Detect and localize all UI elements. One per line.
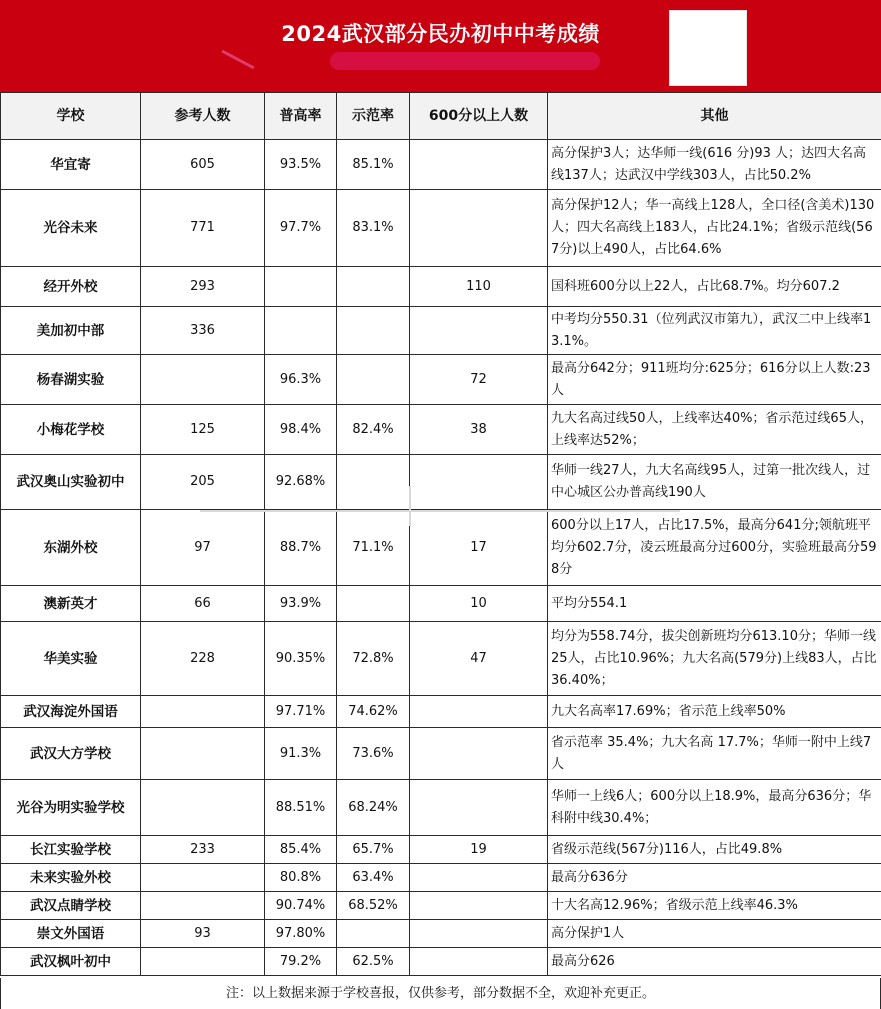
- demo-rate-cell: [337, 586, 410, 622]
- demo-rate-cell: 83.1%: [337, 190, 410, 267]
- examinees-cell: 233: [141, 836, 265, 864]
- over600-cell: 38: [410, 405, 548, 455]
- examinees-cell: [141, 948, 265, 976]
- over600-cell: 10: [410, 586, 548, 622]
- table-row: [1, 586, 881, 622]
- over600-cell: 19: [410, 836, 548, 864]
- school-cell: 崇文外国语: [1, 920, 141, 948]
- high-rate-cell: 93.9%: [265, 586, 337, 622]
- examinees-cell: 93: [141, 920, 265, 948]
- examinees-cell: 205: [141, 455, 265, 510]
- table-row: [1, 892, 881, 920]
- over600-cell: [410, 140, 548, 190]
- table-row: [1, 728, 881, 780]
- school-cell: 武汉海淀外国语: [1, 696, 141, 728]
- over600-cell: [410, 728, 548, 780]
- other-cell: 最高分626: [548, 948, 881, 976]
- school-cell: 武汉点睛学校: [1, 892, 141, 920]
- school-cell: 华宜寄: [1, 140, 141, 190]
- high-rate-cell: 80.8%: [265, 864, 337, 892]
- header-over600: 600分以上人数: [410, 93, 548, 140]
- over600-cell: [410, 948, 548, 976]
- demo-rate-cell: [337, 307, 410, 355]
- over600-cell: 17: [410, 510, 548, 586]
- demo-rate-cell: [337, 267, 410, 307]
- over600-cell: [410, 892, 548, 920]
- school-cell: 长江实验学校: [1, 836, 141, 864]
- table-row: [1, 836, 881, 864]
- logo-placeholder: [669, 10, 747, 86]
- footer-note: 注：以上数据来源于学校喜报，仅供参考，部分数据不全，欢迎补充更正。: [0, 978, 881, 1009]
- demo-rate-cell: 74.62%: [337, 696, 410, 728]
- high-rate-cell: 93.5%: [265, 140, 337, 190]
- demo-rate-cell: 85.1%: [337, 140, 410, 190]
- table-row: [1, 622, 881, 696]
- over600-cell: [410, 696, 548, 728]
- table-row: [1, 355, 881, 405]
- table-row: [1, 455, 881, 510]
- header-demo-rate: 示范率: [337, 93, 410, 140]
- header-high-rate: 普高率: [265, 93, 337, 140]
- school-cell: 东湖外校: [1, 510, 141, 586]
- over600-cell: 72: [410, 355, 548, 405]
- school-cell: 武汉枫叶初中: [1, 948, 141, 976]
- other-cell: 最高分642分；911班均分:625分；616分以上人数:23人: [548, 355, 881, 405]
- demo-rate-cell: 62.5%: [337, 948, 410, 976]
- table-row: [1, 267, 881, 307]
- high-rate-cell: 97.71%: [265, 696, 337, 728]
- header-school: 学校: [1, 93, 141, 140]
- over600-cell: 47: [410, 622, 548, 696]
- school-cell: 华美实验: [1, 622, 141, 696]
- high-rate-cell: 96.3%: [265, 355, 337, 405]
- examinees-cell: 125: [141, 405, 265, 455]
- demo-rate-cell: 71.1%: [337, 510, 410, 586]
- table-row: [1, 190, 881, 267]
- over600-cell: [410, 307, 548, 355]
- other-cell: 九大名高率17.69%；省示范上线率50%: [548, 696, 881, 728]
- table-row: [1, 864, 881, 892]
- table-row: [1, 140, 881, 190]
- demo-rate-cell: [337, 920, 410, 948]
- school-cell: 小梅花学校: [1, 405, 141, 455]
- demo-rate-cell: 82.4%: [337, 405, 410, 455]
- table-row: [1, 948, 881, 976]
- other-cell: 省示范率 35.4%；九大名高 17.7%；华师一附中上线7人: [548, 728, 881, 780]
- over600-cell: [410, 920, 548, 948]
- demo-rate-cell: 63.4%: [337, 864, 410, 892]
- other-cell: 均分为558.74分，拔尖创新班均分613.10分；华师一线25人，占比10.96%；九大名高(579分)上线83人，占比36.40%；: [548, 622, 881, 696]
- header-examinees: 参考人数: [141, 93, 265, 140]
- examinees-cell: 605: [141, 140, 265, 190]
- examinees-cell: 293: [141, 267, 265, 307]
- school-cell: 经开外校: [1, 267, 141, 307]
- table-row: [1, 307, 881, 355]
- over600-cell: [410, 190, 548, 267]
- over600-cell: [410, 780, 548, 836]
- demo-rate-cell: 68.24%: [337, 780, 410, 836]
- header-other: 其他: [548, 93, 881, 140]
- other-cell: 九大名高过线50人，上线率达40%；省示范过线65人，上线率达52%；: [548, 405, 881, 455]
- examinees-cell: [141, 892, 265, 920]
- high-rate-cell: 97.7%: [265, 190, 337, 267]
- demo-rate-cell: [337, 455, 410, 510]
- table-row: [1, 920, 881, 948]
- examinees-cell: 336: [141, 307, 265, 355]
- school-cell: 澳新英才: [1, 586, 141, 622]
- header-row: [1, 93, 881, 140]
- watermark-line: [200, 510, 680, 512]
- banner-streak: [221, 50, 254, 70]
- page-title: 2024武汉部分民办初中中考成绩: [281, 22, 600, 46]
- school-cell: 武汉奥山实验初中: [1, 455, 141, 510]
- other-cell: 华师一线27人，九大名高线95人，过第一批次线人，过中心城区公办普高线190人: [548, 455, 881, 510]
- other-cell: 600分以上17人，占比17.5%，最高分641分;领航班平均分602.7分，凌云班最高分过600分，实验班最高分598分: [548, 510, 881, 586]
- other-cell: 平均分554.1: [548, 586, 881, 622]
- over600-cell: [410, 864, 548, 892]
- other-cell: 省级示范线(567分)116人，占比49.8%: [548, 836, 881, 864]
- demo-rate-cell: [337, 355, 410, 405]
- high-rate-cell: 88.51%: [265, 780, 337, 836]
- school-cell: 光谷未来: [1, 190, 141, 267]
- high-rate-cell: 98.4%: [265, 405, 337, 455]
- high-rate-cell: 91.3%: [265, 728, 337, 780]
- other-cell: 中考均分550.31（位列武汉市第九），武汉二中上线率13.1%。: [548, 307, 881, 355]
- high-rate-cell: 92.68%: [265, 455, 337, 510]
- examinees-cell: [141, 355, 265, 405]
- high-rate-cell: 97.80%: [265, 920, 337, 948]
- high-rate-cell: 90.35%: [265, 622, 337, 696]
- table-row: [1, 510, 881, 586]
- examinees-cell: 228: [141, 622, 265, 696]
- title-banner: [0, 0, 881, 92]
- watermark-line: [409, 486, 411, 526]
- high-rate-cell: [265, 267, 337, 307]
- examinees-cell: 771: [141, 190, 265, 267]
- high-rate-cell: 79.2%: [265, 948, 337, 976]
- other-cell: 高分保护1人: [548, 920, 881, 948]
- table-row: [1, 696, 881, 728]
- table-row: [1, 780, 881, 836]
- school-cell: 杨春湖实验: [1, 355, 141, 405]
- school-cell: 美加初中部: [1, 307, 141, 355]
- demo-rate-cell: 72.8%: [337, 622, 410, 696]
- other-cell: 华师一上线6人；600分以上18.9%，最高分636分；华科附中线30.4%；: [548, 780, 881, 836]
- examinees-cell: [141, 780, 265, 836]
- examinees-cell: [141, 696, 265, 728]
- other-cell: 高分保护12人；华一高线上128人，全口径(含美术)130人；四大名高线上183人，占比24.1%；省级示范线(567分)以上490人，占比64.6%: [548, 190, 881, 267]
- demo-rate-cell: 65.7%: [337, 836, 410, 864]
- examinees-cell: 66: [141, 586, 265, 622]
- banner-smear: [330, 52, 600, 70]
- high-rate-cell: 85.4%: [265, 836, 337, 864]
- high-rate-cell: 90.74%: [265, 892, 337, 920]
- over600-cell: [410, 455, 548, 510]
- school-cell: 未来实验外校: [1, 864, 141, 892]
- demo-rate-cell: 73.6%: [337, 728, 410, 780]
- high-rate-cell: [265, 307, 337, 355]
- examinees-cell: [141, 728, 265, 780]
- school-cell: 光谷为明实验学校: [1, 780, 141, 836]
- demo-rate-cell: 68.52%: [337, 892, 410, 920]
- other-cell: 高分保护3人；达华师一线(616 分)93 人；达四大名高线137人；达武汉中学线303人，占比50.2%: [548, 140, 881, 190]
- school-cell: 武汉大方学校: [1, 728, 141, 780]
- other-cell: 最高分636分: [548, 864, 881, 892]
- over600-cell: 110: [410, 267, 548, 307]
- high-rate-cell: 88.7%: [265, 510, 337, 586]
- table-row: [1, 405, 881, 455]
- other-cell: 国科班600分以上22人，占比68.7%。均分607.2: [548, 267, 881, 307]
- other-cell: 十大名高12.96%；省级示范上线率46.3%: [548, 892, 881, 920]
- scores-table: [0, 92, 881, 976]
- examinees-cell: 97: [141, 510, 265, 586]
- examinees-cell: [141, 864, 265, 892]
